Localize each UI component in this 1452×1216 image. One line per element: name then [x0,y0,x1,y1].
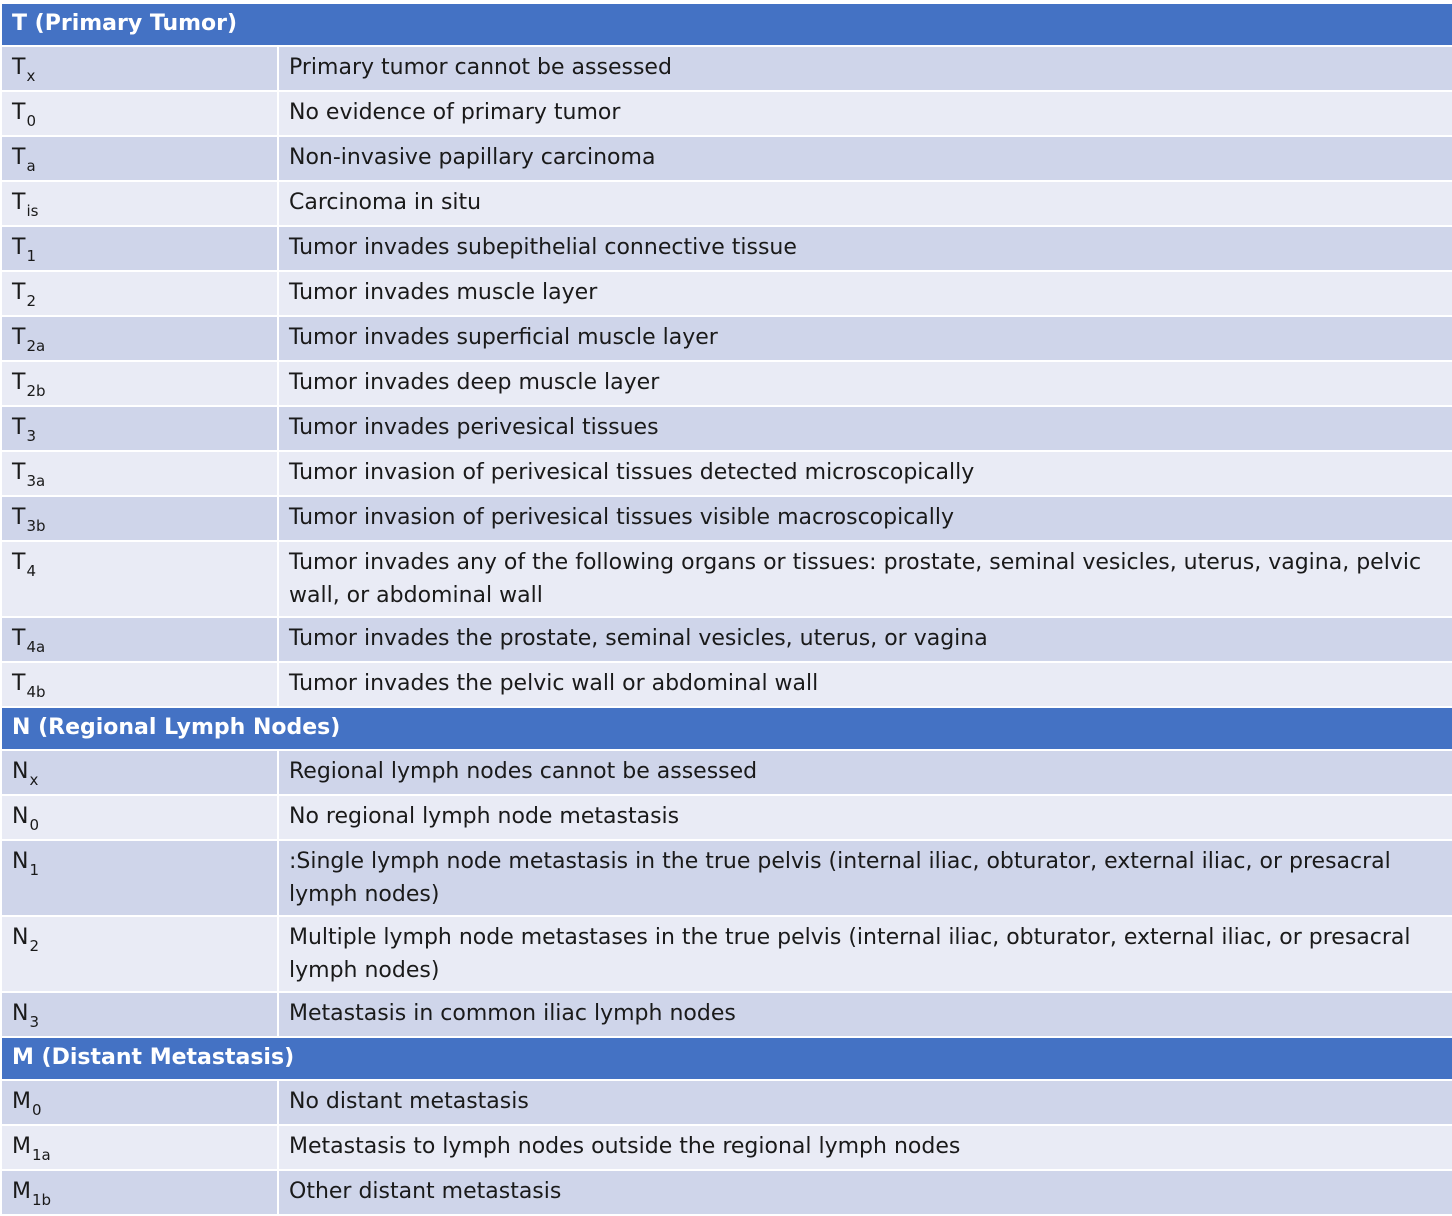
table-row [1,992,1452,1037]
stage-code-cell [1,617,278,662]
stage-symbol: N [12,1001,29,1026]
table-row [1,617,1452,662]
stage-subscript: 2 [26,292,36,310]
stage-code-cell [1,451,278,496]
table-row [1,496,1452,541]
table-row [1,226,1452,271]
stage-code-cell [1,226,278,271]
stage-description: No distant metastasis [278,1080,1452,1125]
stage-code-cell [1,541,278,617]
stage-symbol: T [12,145,26,170]
stage-code-cell [1,46,278,91]
stage-code-cell [1,916,278,992]
table-row [1,406,1452,451]
stage-code-cell [1,1125,278,1170]
tnm-table-body [1,3,1452,1215]
stage-description: Carcinoma in situ [278,181,1452,226]
stage-subscript: 4a [26,638,46,656]
stage-symbol: T [12,671,26,696]
stage-code-cell [1,91,278,136]
stage-code-cell [1,406,278,451]
stage-subscript: x [29,771,39,789]
stage-symbol: T [12,325,26,350]
stage-description: Metastasis in common iliac lymph nodes [278,992,1452,1037]
stage-code-cell [1,795,278,840]
stage-subscript: 3 [26,427,36,445]
stage-subscript: 0 [31,1101,42,1119]
stage-description: Tumor invades subepithelial connective tissue [278,226,1452,271]
table-row [1,840,1452,916]
stage-symbol: T [12,55,26,80]
table-row [1,451,1452,496]
section-header-row [1,3,1452,46]
stage-symbol: T [12,460,26,485]
stage-code-cell [1,1080,278,1125]
stage-code-cell [1,662,278,707]
stage-subscript: 0 [29,816,40,834]
table-row [1,1080,1452,1125]
table-row [1,361,1452,406]
stage-subscript: 2a [26,337,46,355]
stage-code-cell [1,271,278,316]
stage-description: Tumor invades superficial muscle layer [278,316,1452,361]
stage-description: No regional lymph node metastasis [278,795,1452,840]
stage-description: Tumor invades the pelvic wall or abdominal wall [278,662,1452,707]
stage-symbol: N [12,804,29,829]
section-header-row [1,1037,1452,1080]
stage-subscript: 4b [26,683,46,701]
stage-symbol: N [12,849,29,874]
table-row [1,181,1452,226]
stage-description: Tumor invades the prostate, seminal vesicles, uterus, or vagina [278,617,1452,662]
table-row [1,46,1452,91]
stage-subscript: 3a [26,472,46,490]
stage-subscript: 3 [29,1013,40,1031]
stage-symbol: M [12,1179,31,1204]
stage-description: Other distant metastasis [278,1170,1452,1215]
stage-subscript: 2b [26,382,46,400]
section-title: T (Primary Tumor) [1,3,1452,46]
section-title: M (Distant Metastasis) [1,1037,1452,1080]
table-row [1,136,1452,181]
table-row [1,541,1452,617]
stage-description: Tumor invades perivesical tissues [278,406,1452,451]
stage-symbol: M [12,1134,31,1159]
stage-subscript: 1 [26,247,36,265]
stage-code-cell [1,496,278,541]
stage-description: Primary tumor cannot be assessed [278,46,1452,91]
stage-description: No evidence of primary tumor [278,91,1452,136]
stage-symbol: T [12,235,26,260]
section-title: N (Regional Lymph Nodes) [1,707,1452,750]
stage-symbol: T [12,550,26,575]
stage-subscript: 3b [26,517,46,535]
stage-description: Tumor invades any of the following organs or tissues: prostate, seminal vesicles, uterus, vagina, pelvic wall, or abdominal wall [278,541,1452,617]
stage-subscript: 1b [31,1191,52,1209]
stage-subscript: 2 [29,937,40,955]
stage-subscript: x [26,67,36,85]
stage-symbol: N [12,759,29,784]
stage-subscript: a [26,157,36,175]
stage-code-cell [1,136,278,181]
table-row [1,662,1452,707]
stage-description: Tumor invasion of perivesical tissues detected microscopically [278,451,1452,496]
stage-symbol: N [12,925,29,950]
stage-symbol: T [12,626,26,651]
stage-symbol: T [12,190,26,215]
stage-subscript: 4 [26,562,36,580]
table-row [1,271,1452,316]
tnm-staging-table [0,2,1452,1216]
stage-code-cell [1,992,278,1037]
stage-subscript: is [26,202,39,220]
stage-description: Regional lymph nodes cannot be assessed [278,750,1452,795]
table-row [1,750,1452,795]
stage-code-cell [1,316,278,361]
stage-code-cell [1,181,278,226]
stage-description: :Single lymph node metastasis in the true pelvis (internal iliac, obturator, external iliac, or presacral lymph nodes) [278,840,1452,916]
stage-description: Metastasis to lymph nodes outside the regional lymph nodes [278,1125,1452,1170]
table-row [1,1125,1452,1170]
table-row [1,91,1452,136]
stage-symbol: T [12,505,26,530]
stage-subscript: 0 [26,112,36,130]
stage-description: Tumor invades deep muscle layer [278,361,1452,406]
table-row [1,916,1452,992]
stage-symbol: T [12,280,26,305]
stage-symbol: T [12,415,26,440]
stage-description: Non-invasive papillary carcinoma [278,136,1452,181]
section-header-row [1,707,1452,750]
stage-subscript: 1 [29,861,40,879]
stage-subscript: 1a [31,1146,51,1164]
stage-description: Tumor invades muscle layer [278,271,1452,316]
stage-symbol: T [12,100,26,125]
stage-code-cell [1,840,278,916]
stage-symbol: T [12,370,26,395]
table-row [1,795,1452,840]
stage-description: Multiple lymph node metastases in the true pelvis (internal iliac, obturator, external iliac, or presacral lymph nodes) [278,916,1452,992]
table-row [1,316,1452,361]
stage-code-cell [1,361,278,406]
stage-description: Tumor invasion of perivesical tissues visible macroscopically [278,496,1452,541]
stage-code-cell [1,750,278,795]
stage-symbol: M [12,1089,31,1114]
